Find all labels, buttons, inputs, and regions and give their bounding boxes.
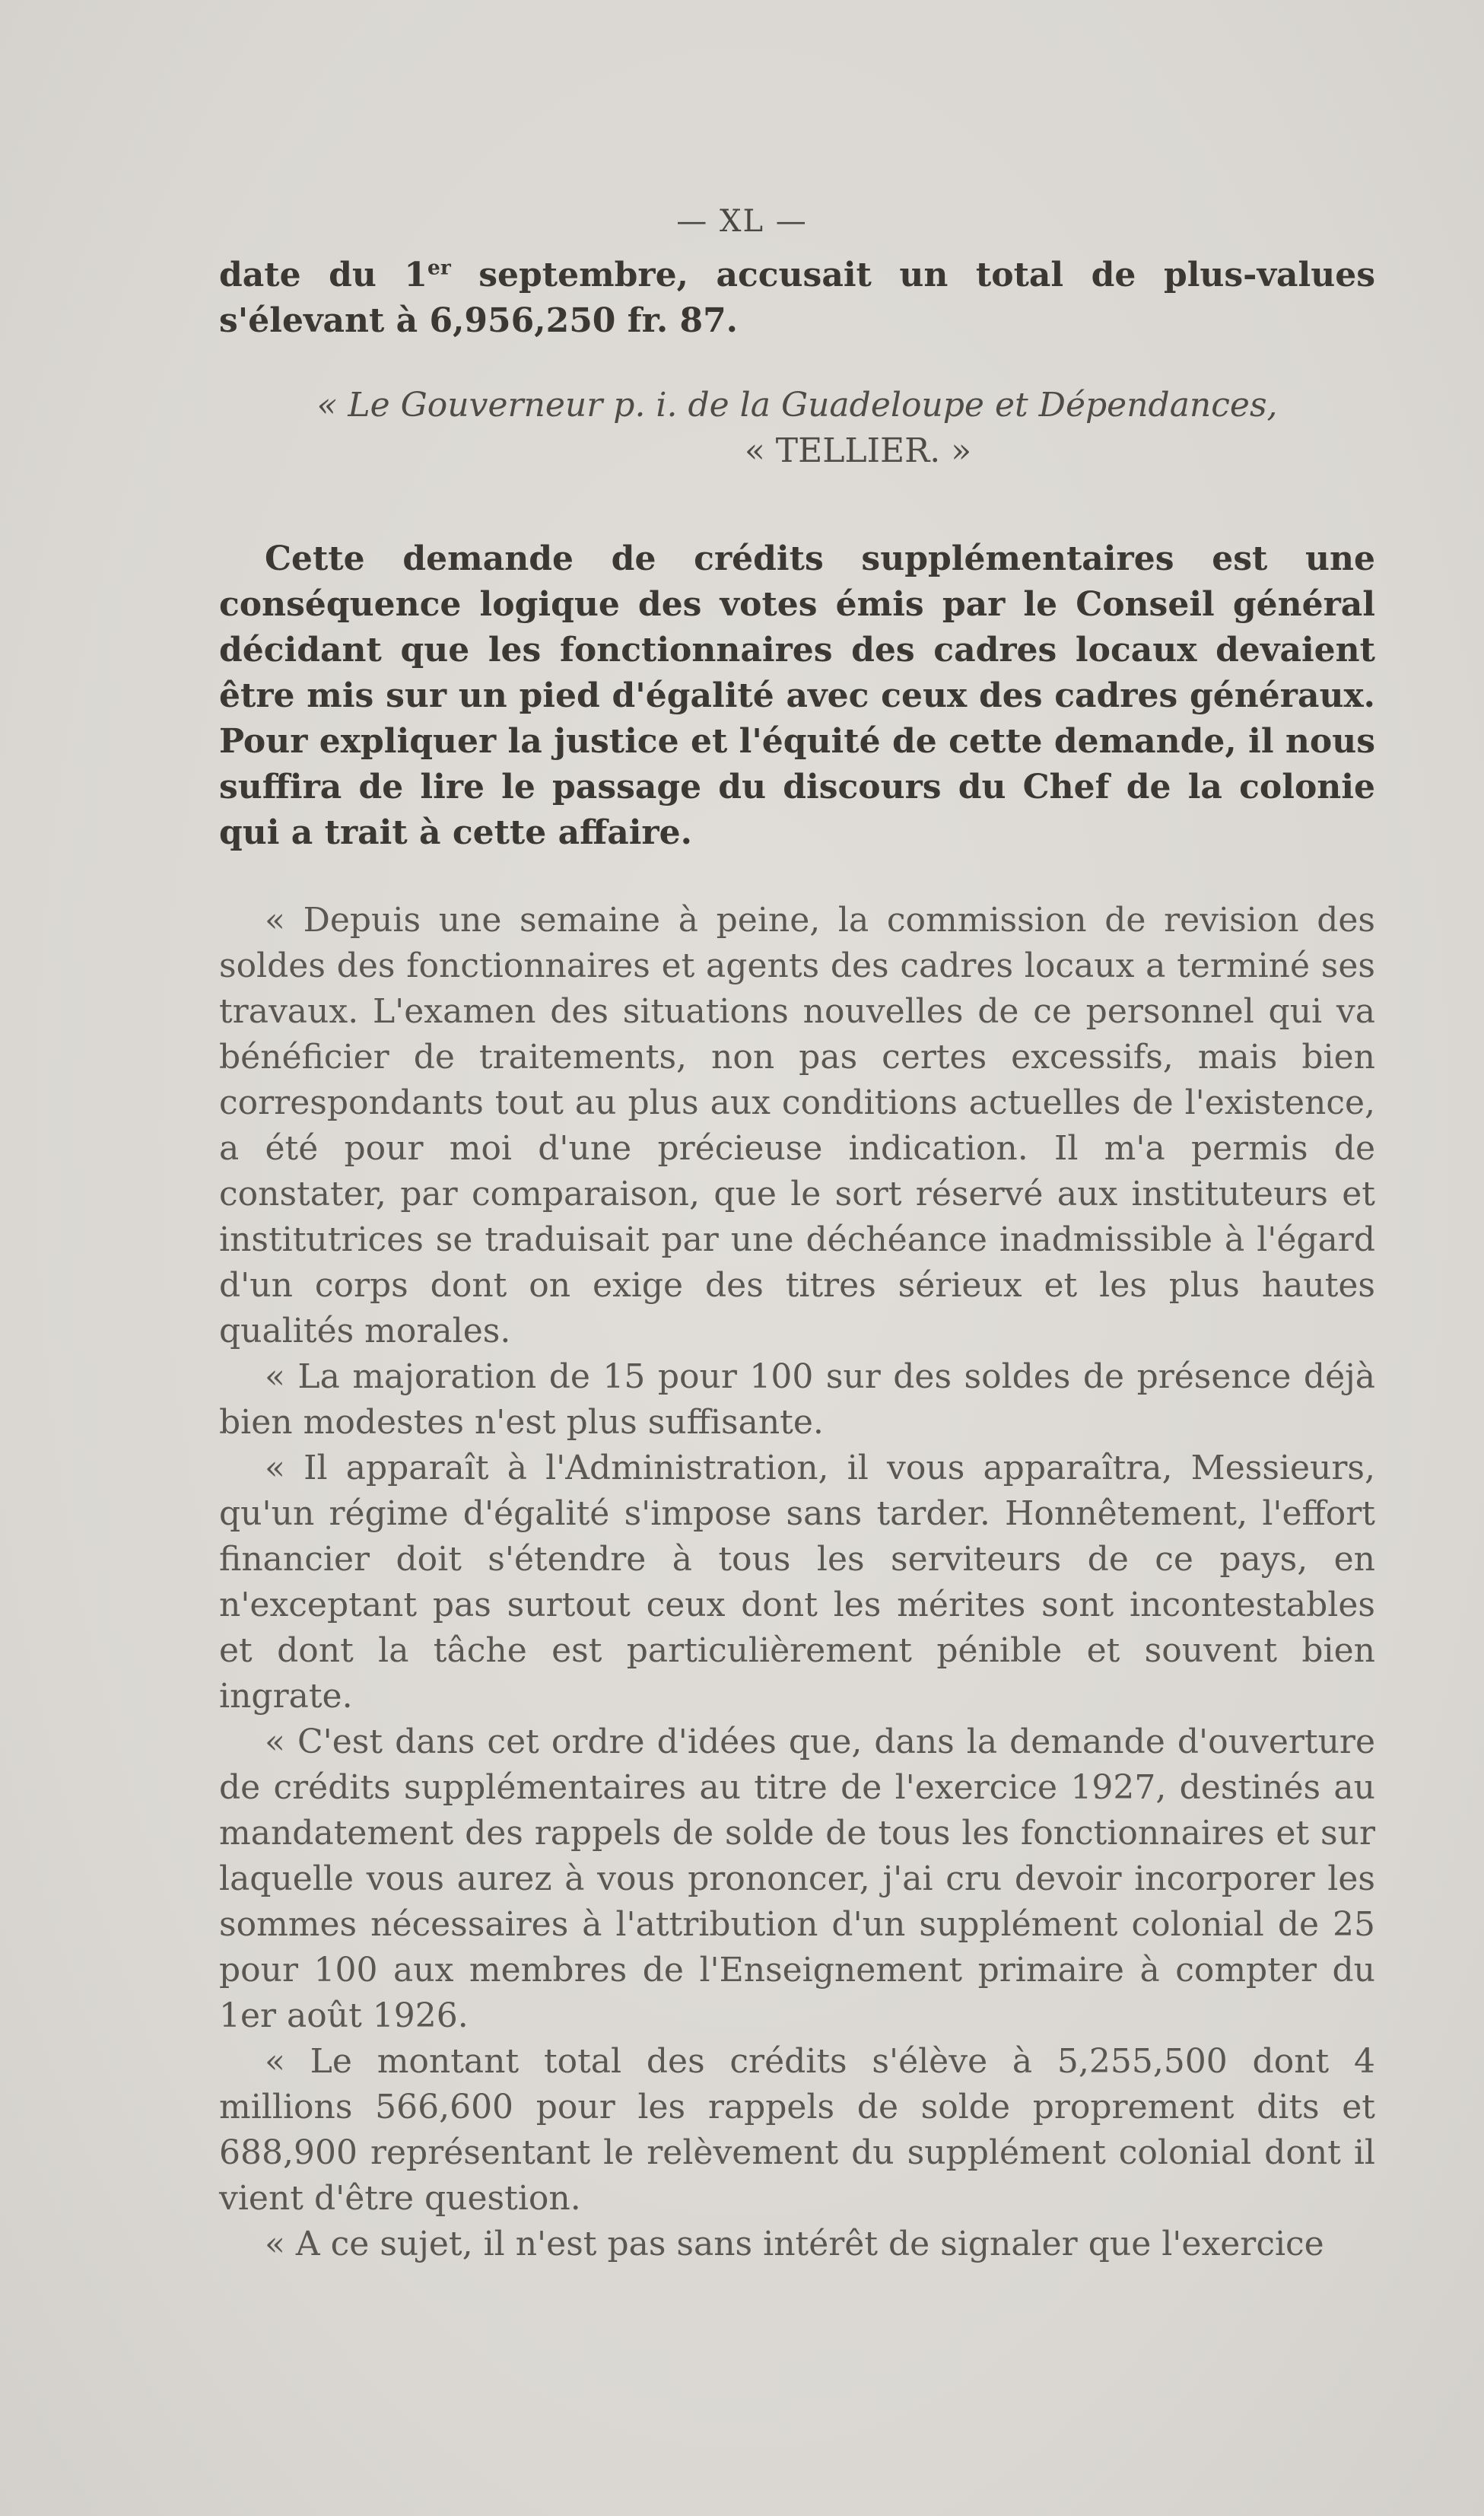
quotation-block <box>219 898 1375 2267</box>
quote-paragraph-2: « La majoration de 15 pour 100 sur des soldes de présence déjà bien modestes n'est plus suffisante. <box>219 1357 1375 1442</box>
intro-paragraph <box>219 253 1375 344</box>
commentary-paragraph <box>219 536 1375 856</box>
quote-paragraph-5: « Le montant total des crédits s'élève à 5,255,500 dont 4 millions 566,600 pour les rappels de solde proprement dits et 688,900 représentant le relèvement du supplément colonial dont il vient d'être question. <box>219 2042 1375 2218</box>
quote-paragraph-3: « Il apparaît à l'Administration, il vous apparaîtra, Messieurs, qu'un régime d'égalité s'impose sans tarder. Honnêtement, l'effort financier doit s'étendre à tous les serviteurs de ce pays, en n'exceptant pas surtout ceux dont les mérites sont incontestables et dont la tâche est particulièrement pénible et souvent bien ingrate. <box>219 1449 1375 1716</box>
intro-superscript: er <box>427 256 451 280</box>
intro-text-end: septembre, accusait un total de plus-values s'élevant à 6,956,250 fr. 87. <box>219 256 1375 340</box>
quote-paragraph-4: « C'est dans cet ordre d'idées que, dans la demande d'ouverture de crédits supplémentaires au titre de l'exercice 1927, destinés au mandatement des rappels de solde de tous les fonctionnaires et sur laquelle vous aurez à vous prononcer, j'ai cru devoir incorporer les sommes nécessaires à l'attribution d'un supplément colonial de 25 pour 100 aux membres de l'Enseignement primaire à compter du 1er août 1926. <box>219 1722 1375 2035</box>
quote-paragraph-1: « Depuis une semaine à peine, la commission de revision des soldes des fonctionnaires et agents des cadres locaux a terminé ses travaux. L'examen des situations nouvelles de ce personnel qui va bénéficier de traitements, non pas certes excessifs, mais bien correspondants tout au plus aux conditions actuelles de l'existence, a été pour moi d'une précieuse indication. Il m'a permis de constater, par comparaison, que le sort réservé aux instituteurs et institutrices se traduisait par une déchéance inadmissible à l'égard d'un corps dont on exige des titres sérieux et les plus hautes qualités morales. <box>219 901 1375 1350</box>
intro-text-start: date du 1 <box>219 256 428 294</box>
signature-block <box>219 383 1375 474</box>
page-number: — XL — <box>676 204 808 239</box>
signature-name: « TELLIER. » <box>744 431 972 470</box>
quote-paragraph-6: « A ce sujet, il n'est pas sans intérêt de signaler que l'exercice <box>265 2225 1324 2263</box>
commentary-text: Cette demande de crédits supplémentaires est une conséquence logique des votes émis par le Conseil général décidant que les fonctionnaires des cadres locaux devaient être mis sur un pied d'égalité avec ceux des cadres généraux. Pour expliquer la justice et l'équité de cette demande, il nous suffira de lire le passage du discours du Chef de la colonie qui a trait à cette affaire. <box>219 539 1375 852</box>
signature-title: « Le Gouverneur p. i. de la Guadeloupe et Dépendances, <box>316 386 1278 425</box>
